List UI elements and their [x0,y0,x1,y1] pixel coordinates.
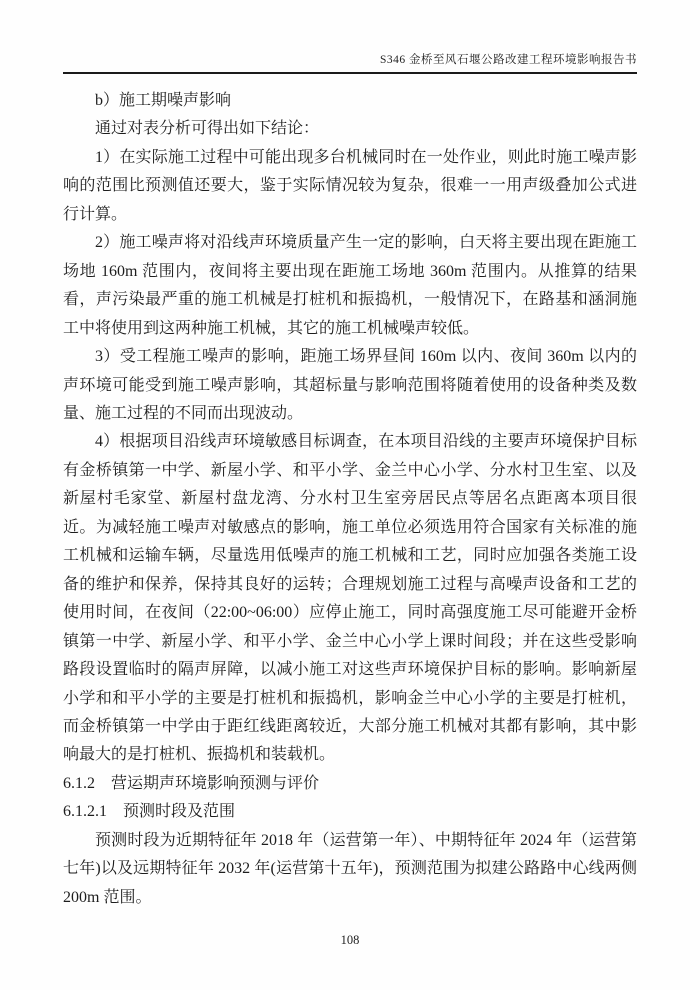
paragraph: 预测时段为近期特征年 2018 年（运营第一年）、中期特征年 2024 年（运营第七年)以及远期特征年 2032 年(运营第十五年)，预测范围为拟建公路路中心线两侧 200m 范围。 [63,831,637,906]
subsection-heading: 6.1.2.1 预测时段及范围 [63,803,236,821]
paragraph: 1）在实际施工过程中可能出现多台机械同时在一处作业，则此时施工噪声影响的范围比预测值还要大，鉴于实际情况较为复杂，很难一一用声级叠加公式进行计算。 [63,148,637,223]
paragraph: 2）施工噪声将对沿线声环境质量产生一定的影响，白天将主要出现在距施工场地 160m 范围内，夜间将主要出现在距施工场地 360m 范围内。从推算的结果看，声污染最严重的施工机械是打桩机和振捣机，一般情况下，在路基和涵洞施工中将使用到这两种施工机械，其它的施工机械噪声较低。 [63,234,637,337]
paragraph: 通过对表分析可得出如下结论： [95,120,320,138]
sub-item-heading: b）施工期噪声影响 [95,92,232,109]
paragraph: 4）根据项目沿线声环境敏感目标调查，在本项目沿线的主要声环境保护目标有金桥镇第一中学、新屋小学、和平小学、金兰中心小学、分水村卫生室、以及新屋村毛家堂、新屋村盘龙湾、分水村卫生室旁居民点等居名点距离本项目很近。为减轻施工噪声对敏感点的影响，施工单位必须选用符合国家有关标准的施工机械和运输车辆，尽量选用低噪声的施工机械和工艺，同时应加强各类施工设备的维护和保养，保持其良好的运转；合理规划施工过程与高噪声设备和工艺的使用时间，在夜间（22:00~06:00）应停止施工，同时高强度施工尽可能避开金桥镇第一中学、新屋小学、和平小学、金兰中心小学上课时间段；并在这些受影响路段设置临时的隔声屏障，以减小施工对这些声环境保护目标的影响。影响新屋小学和和平小学的主要是打桩机和振捣机，影响金兰中心小学的主要是打桩机，而金桥镇第一中学由于距红线距离较近，大部分施工机械对其都有影响，其中影响最大的是打桩机、振捣机和装载机。 [63,433,637,764]
paragraph: 3）受工程施工噪声的影响，距施工场界昼间 160m 以内、夜间 360m 以内的声环境可能受到施工噪声影响，其超标量与影响范围将随着使用的设备种类及数量、施工过程的不同而出现波动。 [63,348,637,422]
running-header-title: S346 金桥至风石堰公路改建工程环境影响报告书 [63,0,637,74]
document-body [63,87,637,912]
section-heading: 6.1.2 营运期声环境影响预测与评价 [63,774,320,792]
page-number: 108 [340,933,360,947]
